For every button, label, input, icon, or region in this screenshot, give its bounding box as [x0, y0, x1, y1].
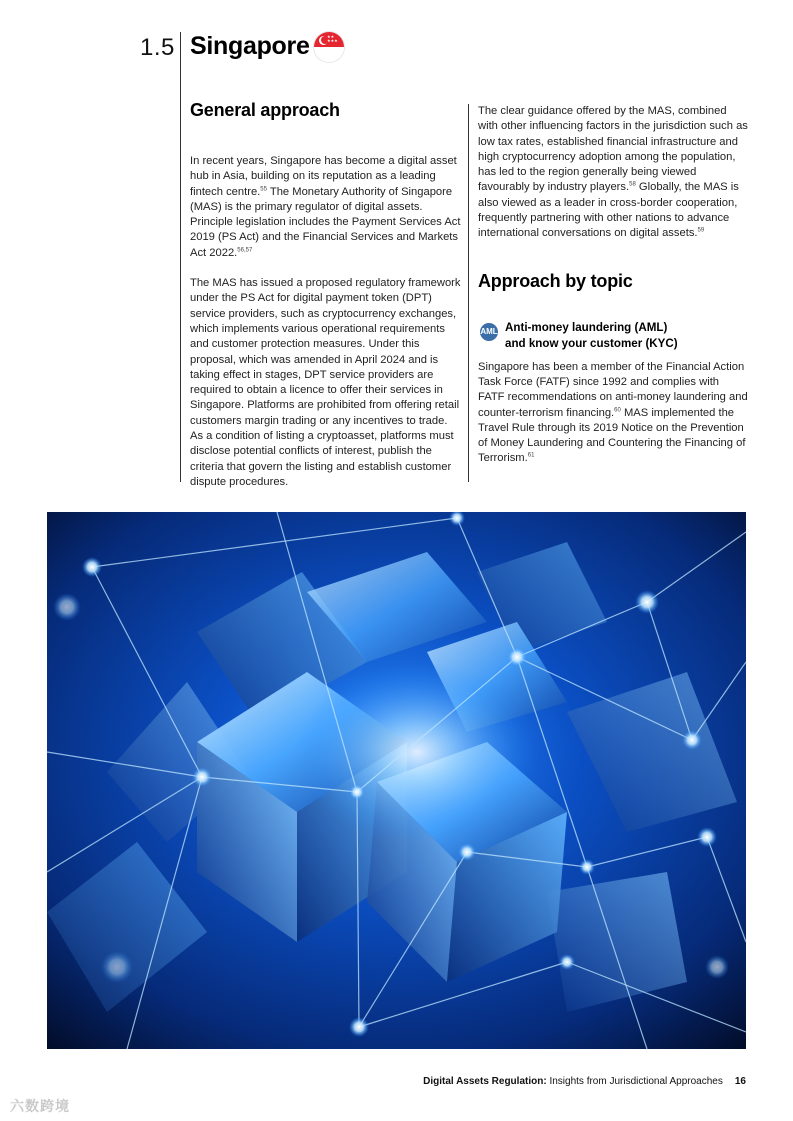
footnote-ref: 58: [629, 181, 636, 188]
singapore-flag-icon: ★★ ★★★: [314, 32, 344, 62]
footer-title-bold: Digital Assets Regulation:: [423, 1076, 547, 1087]
aml-kyc-paragraph: Singapore has been a member of the Financial Action Task Force (FATF) since 1992 and complies with FATF recommendations on anti-money laundering and counter-terrorism financing.$^{60}$ MAS implemented the Travel Rule through its 2019 Notice on the Prevention of Money Laundering and Countering the Financing of Terrorism.$^{61}$: [478, 360, 748, 465]
mas-guidance-paragraph: The clear guidance offered by the MAS, combined with other influencing factors in the jurisdiction such as low tax rates, established financial infrastructure and high cryptocurrency adoption among the population, has led to the region generally being viewed favourably by industry players.$^{58}$ Globally, the MAS is also viewed as a leader in cross-border cooperation, frequently partnering with other nations to advance international conversations on digital assets.$^{59}$: [478, 105, 748, 240]
blockchain-network-illustration: [47, 512, 746, 1049]
left-column: [190, 100, 462, 490]
page-title: Singapore: [190, 32, 310, 60]
right-column: [478, 104, 748, 467]
approach-by-topic-heading: Approach by topic: [478, 270, 633, 291]
general-approach-heading: General approach: [190, 100, 340, 120]
footnote-ref: 55: [260, 185, 267, 192]
page-number: 16: [734, 1076, 746, 1087]
watermark: 六数跨境: [10, 1098, 70, 1114]
general-approach-paragraph-1: In recent years, Singapore has become a digital asset hub in Asia, building on its reputation as a leading fintech centre.$^{55}$ The Monetary Authority of Singapore (MAS) is the primary regulator of digital assets. Principle legislation includes the Payment Services Act 2019 (PS Act) and the Financial Services and Markets Act 2022.$^{56,57}$: [190, 155, 461, 259]
aml-kyc-topic-label: Anti-money laundering (AML) and know your customer (KYC): [505, 320, 678, 350]
footnote-ref: 60: [614, 406, 621, 413]
footnote-ref: 59: [697, 227, 705, 234]
section-divider: [180, 32, 181, 482]
page-footer: [423, 1076, 746, 1087]
general-approach-paragraph-2: The MAS has issued a proposed regulatory framework under the PS Act for digital payment token (DPT) service providers, such as cryptocurrency exchanges, which implements various operational requirements and customer protection measures. Under this proposal, which was amended in April 2024 and is taking effect in stages, DPT service providers are required to obtain a licence to offer their services in Singapore. Platforms are prohibited from offering retail customers margin trading or any incentives to trade. As a condition of listing a cryptoasset, platforms must disclose potential conflicts of interest, publish the criteria that govern the listing and establish customer dispute procedures.: [190, 277, 461, 488]
footer-title-rest: Insights from Jurisdictional Approaches: [546, 1076, 723, 1087]
aml-badge-icon: AML: [480, 323, 498, 341]
footnote-ref: 61: [527, 452, 535, 459]
column-divider: [468, 104, 469, 482]
section-number: 1.5: [140, 34, 175, 61]
aml-kyc-topic-header: [478, 320, 748, 360]
footnote-ref: 56,57: [237, 247, 253, 254]
